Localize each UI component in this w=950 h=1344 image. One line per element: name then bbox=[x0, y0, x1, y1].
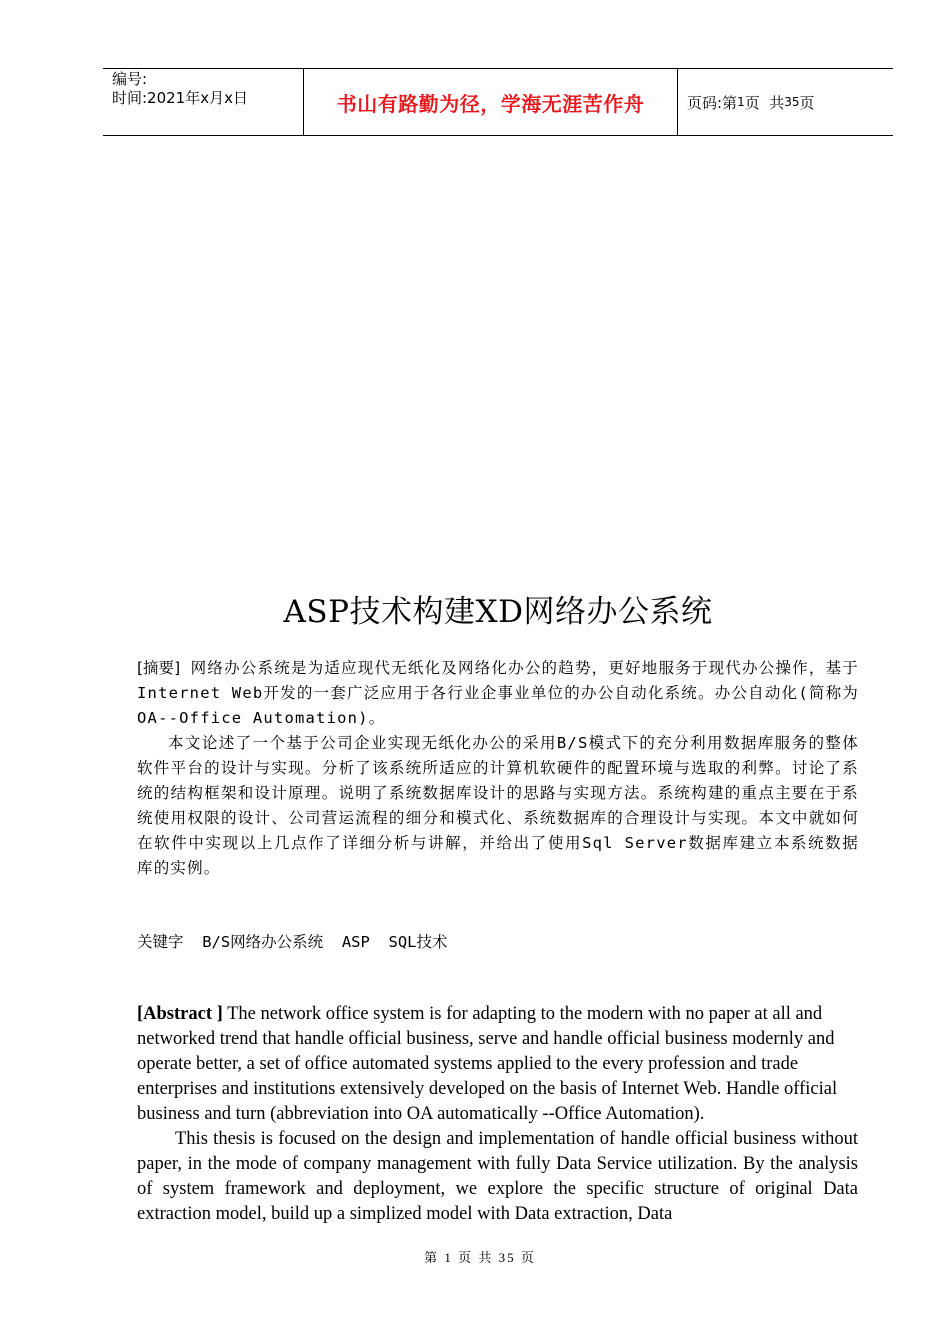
document-date: 时间:2021年x月x日 bbox=[112, 89, 248, 107]
page-total: 35 bbox=[784, 95, 800, 109]
document-number-label: 编号: bbox=[112, 70, 148, 88]
page-mid: 页 共 bbox=[744, 93, 785, 112]
chinese-abstract-label: [摘要] bbox=[137, 659, 181, 677]
header-meta bbox=[103, 69, 304, 135]
chinese-abstract-para-2: 本文论述了一个基于公司企业实现无纸化办公的采用B/S模式下的充分利用数据库服务的整体软件平台的设计与实现。分析了该系统所适应的计算机软硬件的配置环境与选取的利弊。讨论了系统的结构框架和设计原理。说明了系统数据库设计的思路与实现方法。系统构建的重点主要在于系统使用权限的设计、公司营运流程的细分和模式化、系统数据库的合理设计与实现。本文中就如何在软件中实现以上几点作了详细分析与讲解，并给出了使用Sql Server数据库建立本系统数据库的实例。 bbox=[137, 734, 859, 877]
english-abstract-para-1 bbox=[137, 1002, 858, 1127]
keywords-label: 关键字 bbox=[137, 933, 184, 951]
english-abstract-text-1: The network office system is for adapting to the modern with no paper at all and networked trend that handle official business, serve and handle official business modernly and operate better, a set of office automated systems applied to the every profession and trade enterprises and institutions extensively developed on the basis of Internet Web. Handle official business and turn (abbreviation into OA automatically --Office Automation). bbox=[137, 1004, 838, 1124]
page-number: 1 bbox=[737, 95, 745, 109]
page-header bbox=[103, 68, 893, 136]
keywords-line bbox=[137, 930, 448, 952]
header-motto: 书山有路勤为径，学海无涯苦作舟 bbox=[304, 69, 678, 135]
document-title: ASP技术构建XD网络办公系统 bbox=[283, 594, 713, 630]
chinese-abstract-text-1: 网络办公系统是为适应现代无纸化及网络化办公的趋势，更好地服务于现代办公操作，基于Internet Web开发的一套广泛应用于各行业企事业单位的办公自动化系统。办公自动化(简称为OA--Office Automation)。 bbox=[137, 659, 859, 727]
header-page-info bbox=[678, 69, 893, 135]
english-abstract-para-2: This thesis is focused on the design and implementation of handle official business without paper, in the mode of company management with fully Data Service utilization. By the analysis of system framework and deployment, we explore the specific structure of original Data extraction model, build up a simplized model with Data extraction, Data bbox=[137, 1129, 858, 1224]
page-prefix: 页码:第 bbox=[687, 93, 738, 112]
page-footer: 第 1 页 共 35 页 bbox=[424, 1250, 536, 1265]
chinese-abstract bbox=[137, 656, 859, 881]
chinese-abstract-para-1 bbox=[137, 656, 859, 731]
page-suffix: 页 bbox=[799, 93, 815, 112]
english-abstract bbox=[137, 1002, 858, 1227]
keywords-items: B/S网络办公系统 ASP SQL技术 bbox=[202, 933, 448, 951]
english-abstract-label: [Abstract ] bbox=[137, 1004, 223, 1024]
